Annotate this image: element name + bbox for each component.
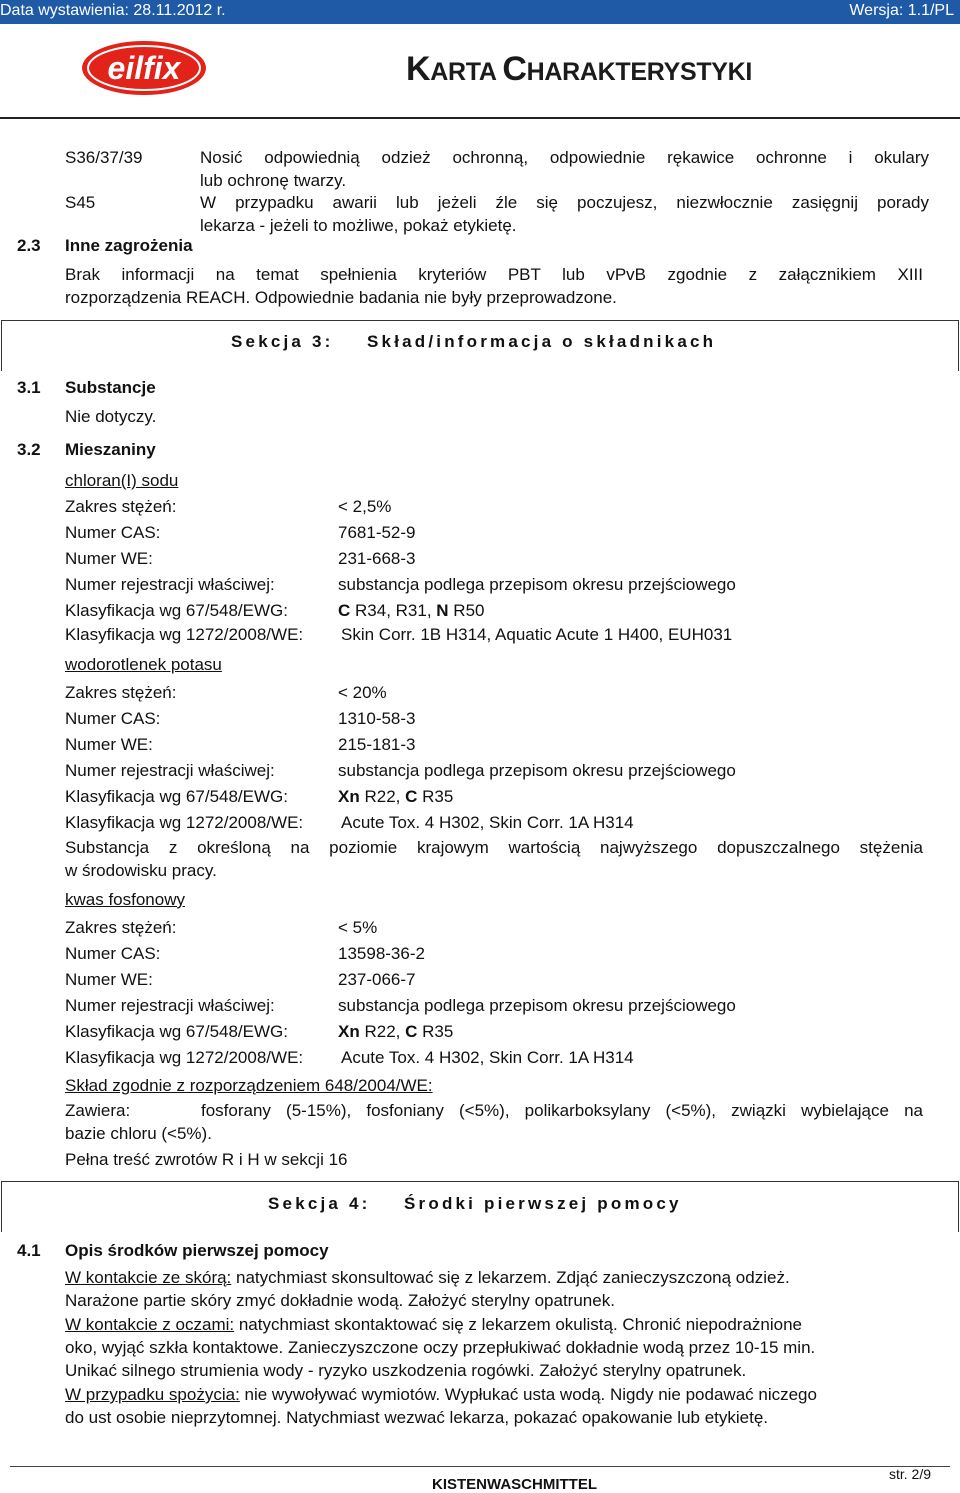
paragraph: fosforany (5-15%), fosfoniany (<5%), polikarboksylany (<5%), związki wybielające na: [201, 1101, 923, 1120]
value: 13598-36-2: [338, 944, 425, 963]
eye-contact: W kontakcie z oczami: natychmiast skontaktować się z lekarzem okulistą. Chronić niepodrażnione: [65, 1315, 802, 1334]
label: Numer rejestracji właściwej:: [65, 575, 275, 594]
phrase-text: Nosić odpowiednią odzież ochronną, odpowiednie rękawice ochronne i okulary: [200, 148, 929, 167]
section-heading: Substancje: [65, 378, 156, 397]
classification-1272: Acute Tox. 4 H302, Skin Corr. 1A H314: [341, 813, 634, 832]
classification-1272: Skin Corr. 1B H314, Aquatic Acute 1 H400, EUH031: [341, 625, 733, 644]
value: 1310-58-3: [338, 709, 416, 728]
classification-67: Xn R22, C R35: [338, 787, 454, 806]
value: substancja podlega przepisom okresu przejściowego: [338, 996, 736, 1015]
label: Klasyfikacja wg 67/548/EWG:: [65, 787, 288, 806]
value: < 5%: [338, 918, 378, 937]
section-4-title: Środki pierwszej pomocy: [404, 1194, 682, 1213]
label: Zawiera:: [65, 1101, 131, 1120]
label: Numer CAS:: [65, 944, 161, 963]
section-3-label: Sekcja 3:: [231, 332, 334, 351]
label: Klasyfikacja wg 67/548/EWG:: [65, 601, 288, 620]
paragraph: oko, wyjąć szkła kontaktowe. Zanieczyszczone oczy przepłukiwać dokładnie wodą przez 10-15 min.: [65, 1338, 816, 1357]
label: Klasyfikacja wg 1272/2008/WE:: [65, 813, 304, 832]
paragraph: Nie dotyczy.: [65, 407, 157, 426]
svg-text:eilfix: eilfix: [107, 50, 181, 86]
substance-name: chloran(I) sodu: [65, 471, 179, 490]
phrase-text: lekarza - jeżeli to możliwe, pokaż etykietę.: [200, 216, 517, 235]
value: 231-668-3: [338, 549, 416, 568]
phrase-text: W przypadku awarii lub jeżeli źle się poczujesz, niezwłocznie zasięgnij porady: [200, 193, 929, 212]
section-3-title: Skład/informacja o składnikach: [367, 332, 717, 351]
value: substancja podlega przepisom okresu przejściowego: [338, 575, 736, 594]
version: Wersja: 1.1/PL: [849, 2, 954, 19]
paragraph: Narażone partie skóry zmyć dokładnie wodą. Założyć sterylny opatrunek.: [65, 1291, 615, 1310]
paragraph: bazie chloru (<5%).: [65, 1124, 212, 1143]
label: Numer WE:: [65, 735, 153, 754]
label: Klasyfikacja wg 67/548/EWG:: [65, 1022, 288, 1041]
paragraph: do ust osobie nieprzytomnej. Natychmiast wezwać lekarza, pokazać opakowanie lub etykietę.: [65, 1408, 769, 1427]
label: Klasyfikacja wg 1272/2008/WE:: [65, 625, 304, 644]
section-number: 3.2: [17, 440, 41, 459]
label: Numer WE:: [65, 549, 153, 568]
section-heading: Inne zagrożenia: [65, 236, 193, 255]
composition-title: Skład zgodnie z rozporządzeniem 648/2004/WE:: [65, 1076, 433, 1095]
product-name: KISTENWASCHMITTEL: [432, 1476, 597, 1493]
skin-contact: W kontakcie ze skórą: natychmiast skonsultować się z lekarzem. Zdjąć zanieczyszczoną odzież.: [65, 1268, 790, 1287]
substance-name: wodorotlenek potasu: [65, 655, 222, 674]
classification-1272: Acute Tox. 4 H302, Skin Corr. 1A H314: [341, 1048, 634, 1067]
document-title: KARTA CHARAKTERYSTYKI: [406, 50, 753, 88]
paragraph: Substancja z określoną na poziomie krajowym wartością najwyższego dopuszczalnego stężenia: [65, 838, 923, 857]
label: Zakres stężeń:: [65, 497, 177, 516]
label: Zakres stężeń:: [65, 918, 177, 937]
label: Numer rejestracji właściwej:: [65, 761, 275, 780]
label: Numer CAS:: [65, 709, 161, 728]
section-heading: Mieszaniny: [65, 440, 156, 459]
section-4-label: Sekcja 4:: [268, 1194, 371, 1213]
section-number: 3.1: [17, 378, 41, 397]
paragraph: Brak informacji na temat spełnienia kryteriów PBT lub vPvB zgodnie z załącznikiem XIII: [65, 265, 923, 284]
label: Numer CAS:: [65, 523, 161, 542]
value: 237-066-7: [338, 970, 416, 989]
substance-name: kwas fosfonowy: [65, 890, 185, 909]
value: < 2,5%: [338, 497, 392, 516]
value: 7681-52-9: [338, 523, 416, 542]
issue-date: Data wystawienia: 28.11.2012 r.: [0, 2, 226, 19]
phrase-code: S45: [65, 193, 96, 212]
label: Numer WE:: [65, 970, 153, 989]
header-bar: [0, 0, 960, 24]
value: 215-181-3: [338, 735, 416, 754]
value: substancja podlega przepisom okresu przejściowego: [338, 761, 736, 780]
phrase-code: S36/37/39: [65, 148, 143, 167]
header-divider: [0, 117, 960, 119]
label: Zakres stężeń:: [65, 683, 177, 702]
section-number: 4.1: [17, 1241, 41, 1260]
classification-67: C R34, R31, N R50: [338, 601, 485, 620]
section-heading: Opis środków pierwszej pomocy: [65, 1241, 329, 1260]
section-number: 2.3: [17, 236, 41, 255]
classification-67: Xn R22, C R35: [338, 1022, 454, 1041]
paragraph: Pełna treść zwrotów R i H w sekcji 16: [65, 1150, 348, 1169]
paragraph: Unikać silnego strumienia wody - ryzyko uszkodzenia rogówki. Założyć sterylny opatrunek.: [65, 1361, 747, 1380]
phrase-text: lub ochronę twarzy.: [200, 171, 347, 190]
value: < 20%: [338, 683, 387, 702]
page-number: str. 2/9: [889, 1466, 932, 1482]
paragraph: rozporządzenia REACH. Odpowiednie badania nie były przeprowadzone.: [65, 288, 617, 307]
label: Klasyfikacja wg 1272/2008/WE:: [65, 1048, 304, 1067]
label: Numer rejestracji właściwej:: [65, 996, 275, 1015]
ingestion: W przypadku spożycia: nie wywoływać wymiotów. Wypłukać usta wodą. Nigdy nie podawać niczego: [65, 1385, 817, 1404]
eilfix-logo: [80, 38, 208, 98]
footer-divider: [10, 1466, 950, 1467]
paragraph: w środowisku pracy.: [65, 861, 217, 880]
